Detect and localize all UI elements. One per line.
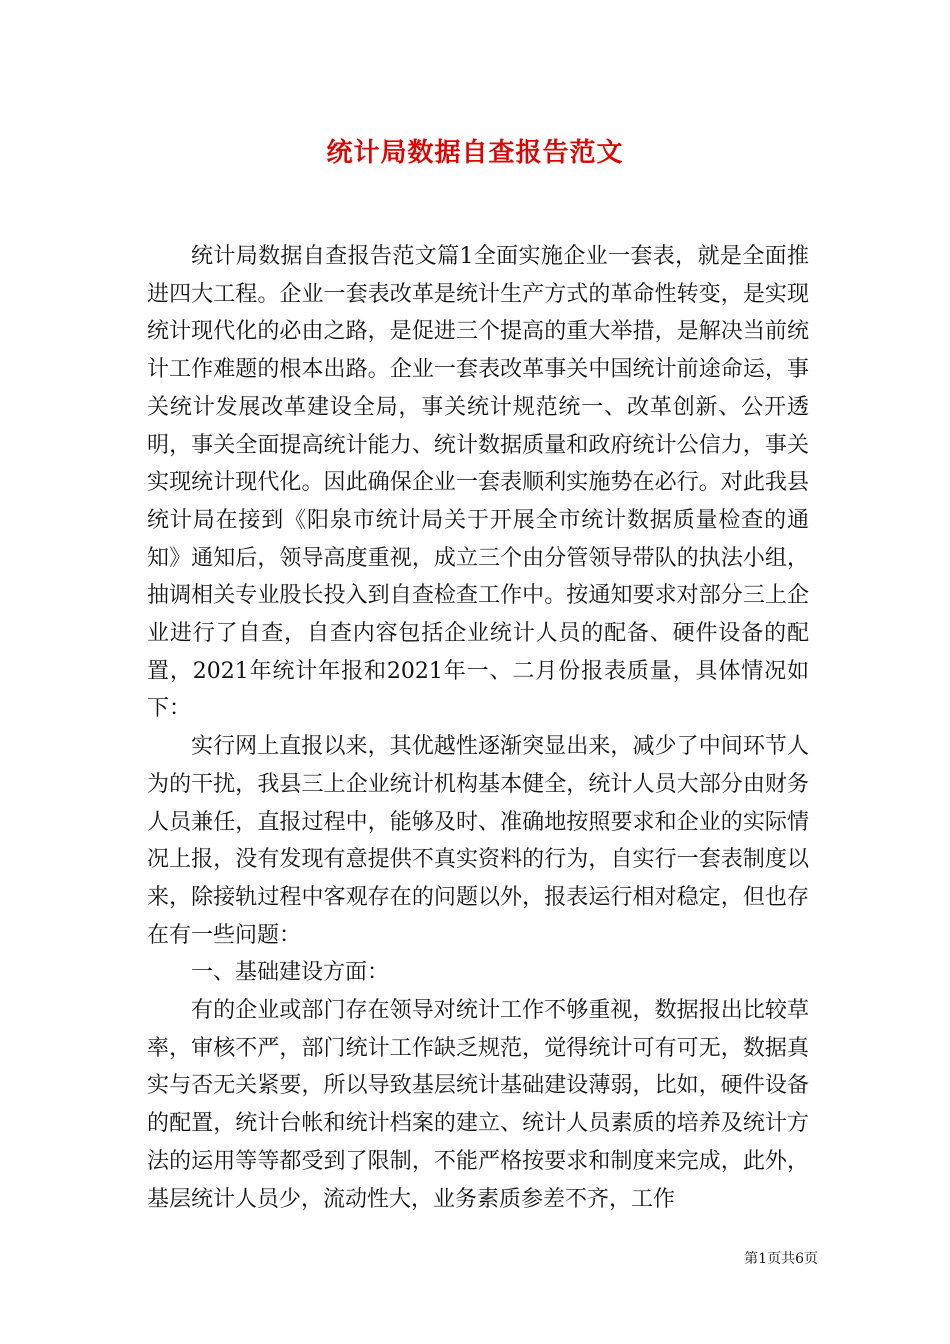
- paragraph: 有的企业或部门存在领导对统计工作不够重视，数据报出比较草率，审核不严，部门统计工作缺乏规范，觉得统计可有可无，数据真实与否无关紧要，所以导致基层统计基础建设薄弱，比如，硬件设备的配置，统计台帐和统计档案的建立、统计人员素质的培养及统计方法的运用等等都受到了限制，不能严格按要求和制度来完成，此外，基层统计人员少，流动性大，业务素质参差不齐，工作: [147, 998, 809, 1212]
- section-heading: 一、基础建设方面：: [191, 960, 390, 986]
- document-body: [147, 238, 809, 1218]
- document-title: 统计局数据自查报告范文: [326, 138, 624, 168]
- paragraph: 统计局数据自查报告范文篇1全面实施企业一套表，就是全面推进四大工程。企业一套表改革是统计生产方式的革命性转变，是实现统计现代化的必由之路，是促进三个提高的重大举措，是解决当前统计工作难题的根本出路。企业一套表改革事关中国统计前途命运，事关统计发展改革建设全局，事关统计规范统一、改革创新、公开透明，事关全面提高统计能力、统计数据质量和政府统计公信力，事关实现统计现代化。因此确保企业一套表顺利实施势在必行。对此我县统计局在接到《阳泉市统计局关于开展全市统计数据质量检查的通知》通知后，领导高度重视，成立三个由分管领导带队的执法小组，抽调相关专业股长投入到自查检查工作中。按通知要求对部分三上企业进行了自查，自查内容包括企业统计人员的配备、硬件设备的配置，2021年统计年报和2021年一、二月份报表质量，具体情况如下：: [147, 244, 809, 722]
- page-number: 第1页共6页: [744, 1251, 818, 1267]
- paragraph: 实行网上直报以来，其优越性逐渐突显出来，减少了中间环节人为的干扰，我县三上企业统计机构基本健全，统计人员大部分由财务人员兼任，直报过程中，能够及时、准确地按照要求和企业的实际情况上报，没有发现有意提供不真实资料的行为，自实行一套表制度以来，除接轨过程中客观存在的问题以外，报表运行相对稳定，但也存在有一些问题：: [147, 734, 809, 948]
